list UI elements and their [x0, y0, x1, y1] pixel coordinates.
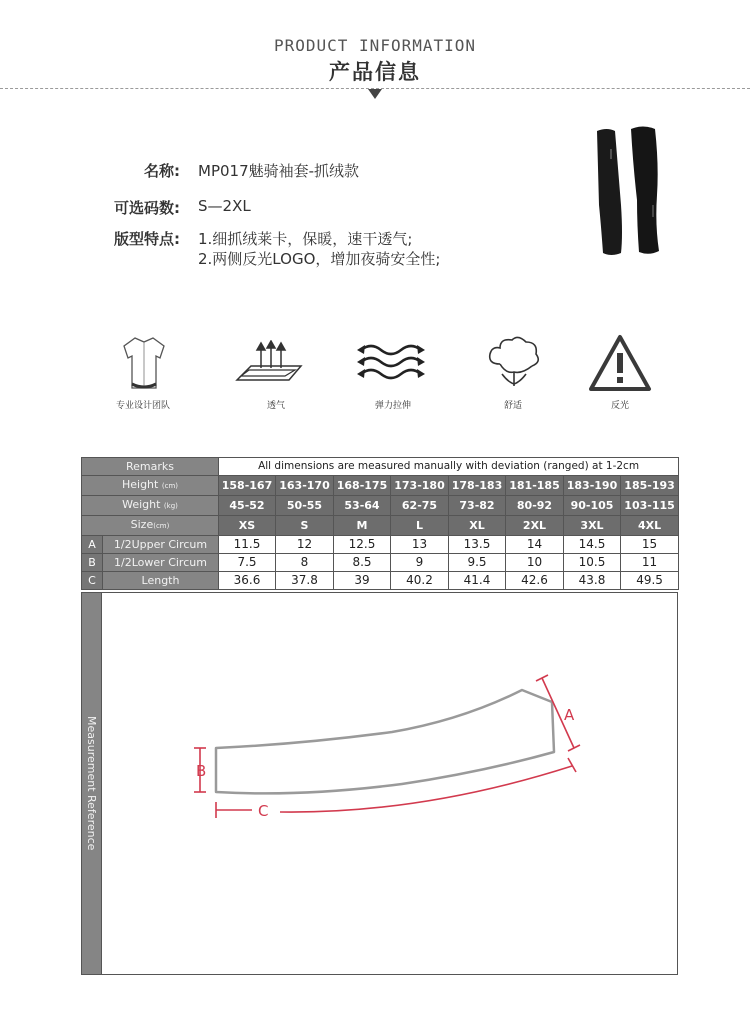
- size-cell: 3XL: [564, 516, 621, 536]
- value-cell: 12.5: [334, 536, 391, 554]
- height-cell: 158-167: [219, 476, 276, 496]
- value-cell: 11.5: [219, 536, 276, 554]
- measurement-reference-label: Measurement Reference: [85, 716, 98, 851]
- value-cell: 43.8: [564, 572, 621, 590]
- height-cell: 163-170: [276, 476, 334, 496]
- height-cell: 173-180: [391, 476, 449, 496]
- table-row: [82, 572, 679, 590]
- breathable-icon: [233, 340, 305, 388]
- feature-label-stretch: 弹力拉伸: [374, 401, 411, 411]
- value-cell: 9: [391, 554, 449, 572]
- info-size-value: S—2XL: [198, 197, 251, 215]
- size-cell: XS: [219, 516, 276, 536]
- info-name-value: MP017魅骑袖套-抓绒款: [198, 162, 360, 180]
- divider-arrow-icon: [368, 89, 382, 99]
- header-title-cn: 产品信息: [329, 60, 421, 84]
- weight-cell: 62-75: [391, 496, 449, 516]
- value-cell: 39: [334, 572, 391, 590]
- sleeve-measurement-diagram: [102, 592, 678, 975]
- weight-row: [82, 496, 679, 516]
- value-cell: 49.5: [621, 572, 679, 590]
- value-cell: 41.4: [449, 572, 506, 590]
- value-cell: 15: [621, 536, 679, 554]
- reflective-warning-icon: [588, 334, 652, 392]
- value-cell: 7.5: [219, 554, 276, 572]
- weight-cell: 53-64: [334, 496, 391, 516]
- value-cell: 8: [276, 554, 334, 572]
- weight-cell: 80-92: [506, 496, 564, 516]
- diagram-label-b: B: [196, 762, 207, 780]
- remarks-row: [82, 458, 679, 476]
- height-cell: 178-183: [449, 476, 506, 496]
- row-key: B: [82, 554, 103, 572]
- value-cell: 42.6: [506, 572, 564, 590]
- stretch-icon: [355, 342, 431, 382]
- weight-cell: 90-105: [564, 496, 621, 516]
- feature-label-breathable: 透气: [266, 401, 285, 411]
- row-key: C: [82, 572, 103, 590]
- height-label: Height (cm): [82, 476, 219, 496]
- height-cell: 183-190: [564, 476, 621, 496]
- row-key: A: [82, 536, 103, 554]
- size-label: Size(cm): [82, 516, 219, 536]
- info-feature-value-1: 1.细抓绒莱卡，保暖，速干透气;: [198, 230, 413, 248]
- header-title-en: PRODUCT INFORMATION: [273, 36, 477, 55]
- value-cell: 13: [391, 536, 449, 554]
- value-cell: 10.5: [564, 554, 621, 572]
- value-cell: 14.5: [564, 536, 621, 554]
- value-cell: 14: [506, 536, 564, 554]
- row-label: 1/2Upper Circum: [103, 536, 219, 554]
- value-cell: 11: [621, 554, 679, 572]
- height-cell: 185-193: [621, 476, 679, 496]
- value-cell: 40.2: [391, 572, 449, 590]
- height-row: [82, 476, 679, 496]
- table-row: [82, 536, 679, 554]
- weight-cell: 50-55: [276, 496, 334, 516]
- diagram-label-c: C: [258, 802, 269, 820]
- value-cell: 13.5: [449, 536, 506, 554]
- cotton-icon: [484, 334, 544, 392]
- row-label: 1/2Lower Circum: [103, 554, 219, 572]
- table-row: [82, 554, 679, 572]
- diagram-label-a: A: [564, 706, 575, 724]
- size-cell: XL: [449, 516, 506, 536]
- weight-cell: 45-52: [219, 496, 276, 516]
- size-cell: M: [334, 516, 391, 536]
- feature-label-design: 专业设计团队: [115, 401, 170, 411]
- size-cell: L: [391, 516, 449, 536]
- value-cell: 37.8: [276, 572, 334, 590]
- value-cell: 9.5: [449, 554, 506, 572]
- value-cell: 10: [506, 554, 564, 572]
- value-cell: 8.5: [334, 554, 391, 572]
- weight-cell: 73-82: [449, 496, 506, 516]
- size-cell: 2XL: [506, 516, 564, 536]
- height-cell: 168-175: [334, 476, 391, 496]
- size-chart-table: [81, 457, 679, 590]
- feature-label-comfort: 舒适: [503, 401, 522, 411]
- info-size-label: 可选码数:: [114, 199, 180, 217]
- info-name-label: 名称:: [144, 162, 180, 180]
- size-cell: S: [276, 516, 334, 536]
- weight-cell: 103-115: [621, 496, 679, 516]
- height-cell: 181-185: [506, 476, 564, 496]
- info-feature-value-2: 2.两侧反光LOGO，增加夜骑安全性;: [198, 250, 441, 268]
- remarks-value: All dimensions are measured manually with deviation (ranged) at 1-2cm: [219, 458, 679, 476]
- value-cell: 36.6: [219, 572, 276, 590]
- arm-sleeves-image: [585, 125, 680, 260]
- feature-label-reflective: 反光: [610, 401, 629, 411]
- row-label: Length: [103, 572, 219, 590]
- jersey-icon: [118, 334, 170, 392]
- remarks-label: Remarks: [82, 458, 219, 476]
- size-cell: 4XL: [621, 516, 679, 536]
- value-cell: 12: [276, 536, 334, 554]
- info-feature-label: 版型特点:: [114, 230, 180, 248]
- weight-label: Weight (kg): [82, 496, 219, 516]
- size-row: [82, 516, 679, 536]
